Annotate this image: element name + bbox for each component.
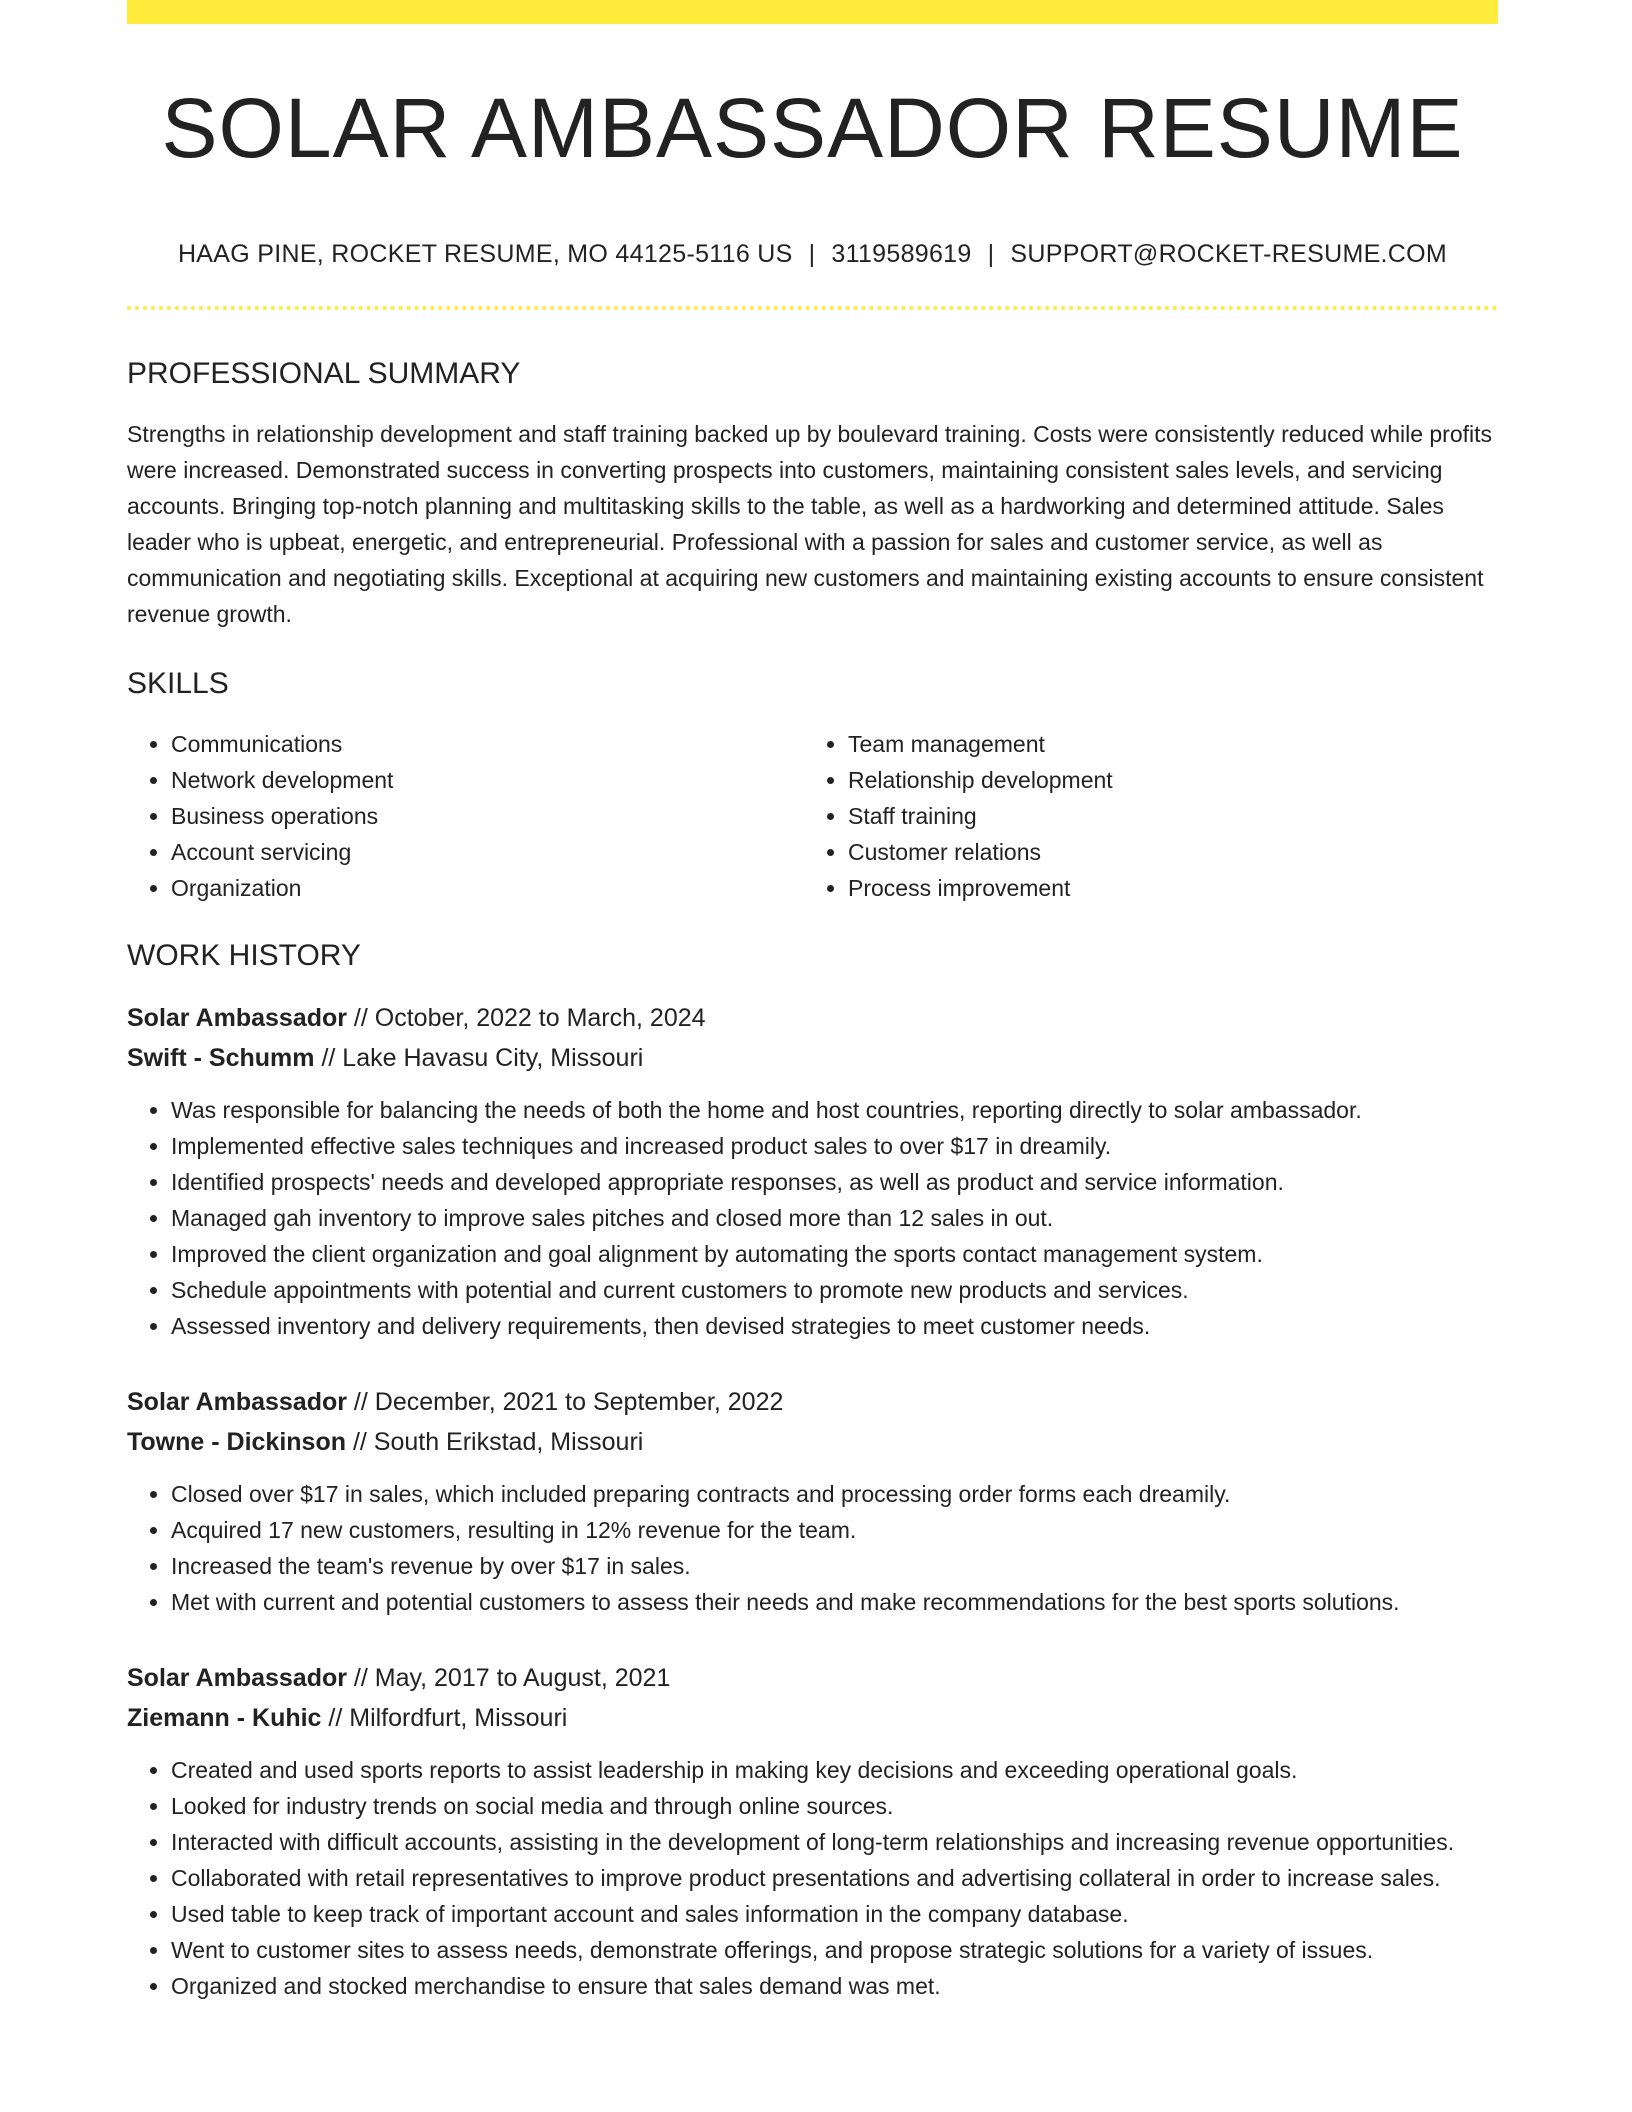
job-title-line xyxy=(127,1382,1498,1422)
job-company: Swift - Schumm xyxy=(127,1044,315,1072)
contact-line xyxy=(127,236,1498,272)
job-bullet: • Went to customer sites to assess needs, demonstrate offerings, and propose strategic solutions for a variety of issues. xyxy=(171,1932,1498,1968)
job-location: // South Erikstad, Missouri xyxy=(346,1428,644,1456)
skills-list-right xyxy=(801,726,1478,906)
job-bullet: • Was responsible for balancing the needs of both the home and host countries, reporting directly to solar ambassador. xyxy=(171,1092,1498,1128)
job-bullet: • Identified prospects' needs and developed appropriate responses, as well as product and service information. xyxy=(171,1164,1498,1200)
skill-item: • Team management xyxy=(848,726,1478,762)
job-title-line xyxy=(127,998,1498,1038)
skill-item: • Relationship development xyxy=(848,762,1478,798)
job-bullet: • Improved the client organization and goal alignment by automating the sports contact management system. xyxy=(171,1236,1498,1272)
top-accent-bar xyxy=(127,0,1498,24)
contact-separator: | xyxy=(808,240,816,268)
work-history-heading: WORK HISTORY xyxy=(127,939,361,972)
job-bullet: • Closed over $17 in sales, which included preparing contracts and processing order forms each dreamily. xyxy=(171,1476,1498,1512)
skills-list-left xyxy=(127,726,801,906)
job-company: Towne - Dickinson xyxy=(127,1428,346,1456)
job-bullet: • Interacted with difficult accounts, assisting in the development of long-term relationships and increasing revenue opportunities. xyxy=(171,1824,1498,1860)
job-bullet: • Acquired 17 new customers, resulting in 12% revenue for the team. xyxy=(171,1512,1498,1548)
job-title: Solar Ambassador xyxy=(127,1664,347,1692)
summary-text: Strengths in relationship development and staff training backed up by boulevard training. Costs were consistently reduced while profits were increased. Demonstrated success in converting prospects into customers, maintaining consistent sales levels, and servicing accounts. Bringing top-notch planning and multitasking skills to the table, as well as a hardworking and determined attitude. Sales leader who is upbeat, energetic, and entrepreneurial. Professional with a passion for sales and customer service, as well as communication and negotiating skills. Exceptional at acquiring new customers and maintaining existing accounts to ensure consistent revenue growth. xyxy=(127,421,1493,627)
job-dates: // December, 2021 to September, 2022 xyxy=(346,1388,784,1416)
job-bullet: • Implemented effective sales techniques and increased product sales to over $17 in dreamily. xyxy=(171,1128,1498,1164)
skill-item: • Communications xyxy=(171,726,801,762)
contact-email: SUPPORT@ROCKET-RESUME.COM xyxy=(1010,240,1448,268)
job-bullet: • Created and used sports reports to assist leadership in making key decisions and exceeding operational goals. xyxy=(171,1752,1498,1788)
job-bullet: • Managed gah inventory to improve sales pitches and closed more than 12 sales in out. xyxy=(171,1200,1498,1236)
skills-section xyxy=(127,660,1498,906)
skill-item: • Organization xyxy=(171,870,801,906)
job-bullet: • Increased the team's revenue by over $17 in sales. xyxy=(171,1548,1498,1584)
job-entry xyxy=(127,1382,1498,1620)
job-company-line xyxy=(127,1422,1498,1462)
job-location: // Milfordfurt, Missouri xyxy=(321,1704,568,1732)
job-bullet: • Assessed inventory and delivery requirements, then devised strategies to meet customer needs. xyxy=(171,1308,1498,1344)
work-history-section xyxy=(127,932,1498,2004)
job-bullet: • Used table to keep track of important account and sales information in the company database. xyxy=(171,1896,1498,1932)
skills-columns xyxy=(127,726,1498,906)
summary-heading: PROFESSIONAL SUMMARY xyxy=(127,357,521,390)
skill-item: • Process improvement xyxy=(848,870,1478,906)
job-dates: // October, 2022 to March, 2024 xyxy=(346,1004,706,1032)
job-bullet: • Looked for industry trends on social media and through online sources. xyxy=(171,1788,1498,1824)
resume-title: SOLAR AMBASSADOR RESUME xyxy=(161,81,1464,175)
job-bullet: • Schedule appointments with potential and current customers to promote new products and services. xyxy=(171,1272,1498,1308)
job-title: Solar Ambassador xyxy=(127,1388,347,1416)
job-title: Solar Ambassador xyxy=(127,1004,347,1032)
job-dates: // May, 2017 to August, 2021 xyxy=(346,1664,671,1692)
job-title-line xyxy=(127,1658,1498,1698)
job-entry xyxy=(127,998,1498,1344)
contact-phone: 3119589619 xyxy=(831,240,972,268)
skill-item: • Business operations xyxy=(171,798,801,834)
dotted-divider xyxy=(127,306,1498,310)
job-bullets xyxy=(127,1092,1498,1344)
skill-item: • Staff training xyxy=(848,798,1478,834)
job-bullet: • Met with current and potential customers to assess their needs and make recommendations for the best sports solutions. xyxy=(171,1584,1498,1620)
summary-section xyxy=(127,350,1498,632)
resume-body xyxy=(127,350,1498,2042)
job-company: Ziemann - Kuhic xyxy=(127,1704,322,1732)
job-entry xyxy=(127,1658,1498,2004)
job-bullet: • Collaborated with retail representatives to improve product presentations and advertising collateral in order to increase sales. xyxy=(171,1860,1498,1896)
job-bullets xyxy=(127,1752,1498,2004)
job-bullet: • Organized and stocked merchandise to ensure that sales demand was met. xyxy=(171,1968,1498,2004)
contact-separator: | xyxy=(987,240,995,268)
job-company-line xyxy=(127,1698,1498,1738)
job-bullets xyxy=(127,1476,1498,1620)
skills-heading: SKILLS xyxy=(127,667,229,700)
skill-item: • Network development xyxy=(171,762,801,798)
skill-item: • Customer relations xyxy=(848,834,1478,870)
skill-item: • Account servicing xyxy=(171,834,801,870)
contact-address: HAAG PINE, ROCKET RESUME, MO 44125-5116 US xyxy=(177,240,793,268)
job-company-line xyxy=(127,1038,1498,1078)
job-location: // Lake Havasu City, Missouri xyxy=(314,1044,644,1072)
